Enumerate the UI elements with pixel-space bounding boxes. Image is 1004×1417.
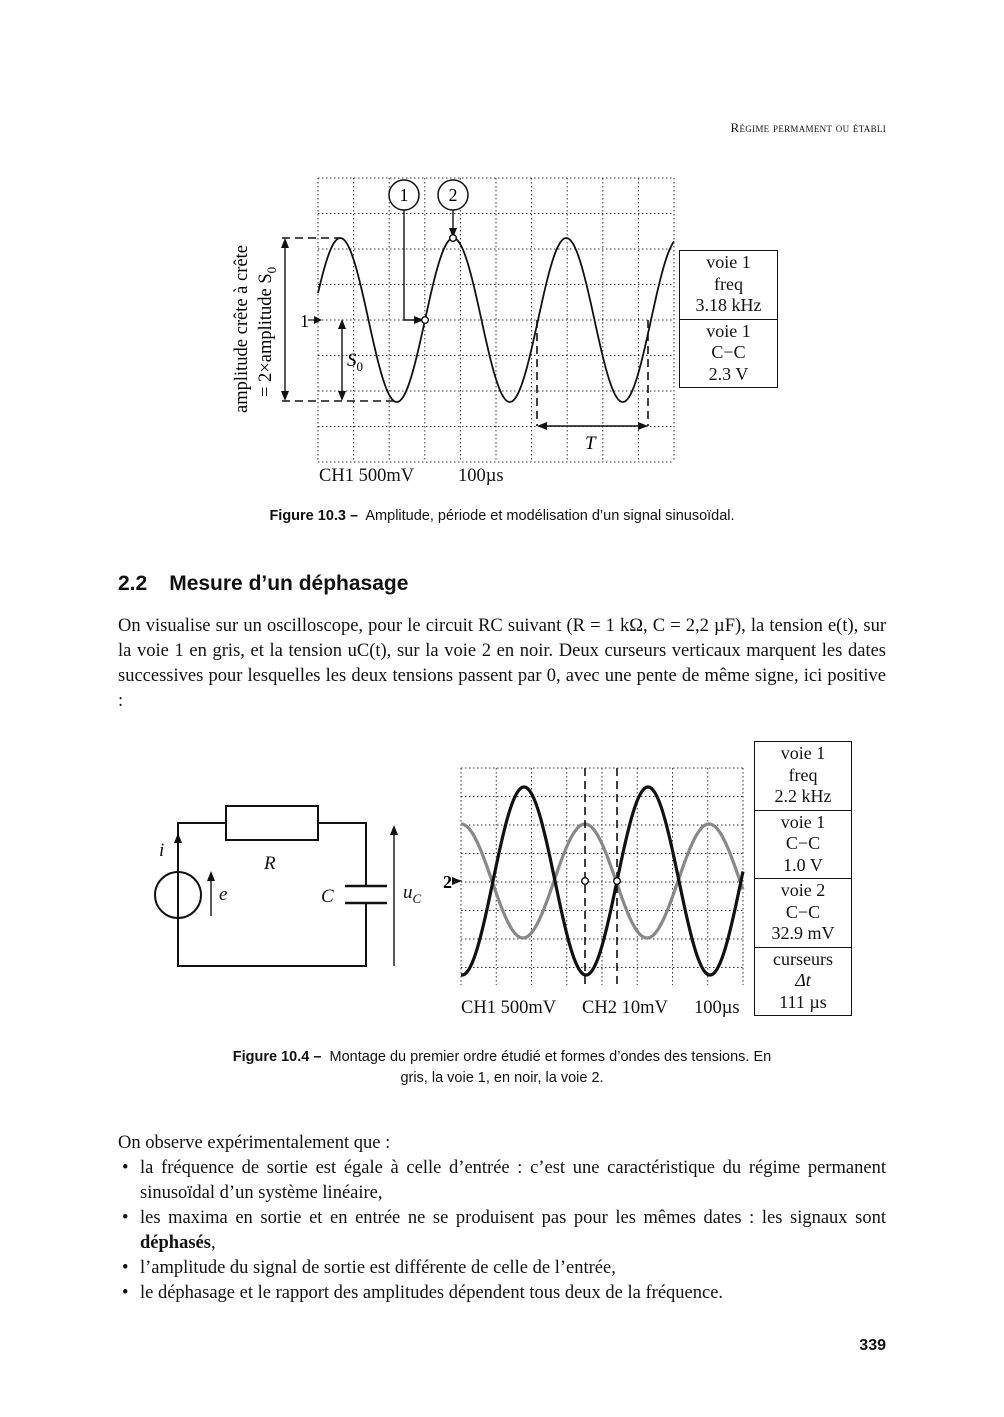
fig2-info-v2-cc: voie 2 C−C 32.9 mV: [755, 879, 851, 948]
svg-text:1: 1: [399, 185, 409, 205]
fig1-info-cc: voie 1 C−C 2.3 V: [706, 320, 751, 384]
oscilloscope-grid-2: [461, 768, 743, 985]
resistor: [226, 806, 318, 840]
fig1-scale-ch1: CH1 500mV: [319, 466, 415, 486]
fig2-scale-ch1: CH1 500mV: [461, 998, 557, 1018]
fig2-scale-time: 100µs: [694, 998, 740, 1018]
s0-label: $S_0$: [347, 350, 363, 374]
fig2-info-freq: voie 1 freq 2.2 kHz: [755, 742, 851, 811]
section-heading: 2.2 Mesure d’un déphasage: [118, 572, 409, 595]
fig2-scale-ch2: CH2 10mV: [582, 998, 668, 1018]
fig2-info-v1-cc: voie 1 C−C 1.0 V: [755, 811, 851, 880]
fig1-scale-time: 100µs: [458, 466, 504, 486]
period-label: T: [585, 433, 596, 454]
rc-circuit: [150, 795, 440, 975]
svg-text:uC: $u_C$: [403, 882, 422, 906]
svg-text:C: C: [321, 886, 334, 907]
svg-text:R: R: [264, 853, 276, 874]
channel-2-marker: 2: [443, 872, 452, 892]
observations-list: [118, 1156, 886, 1306]
page-number: 339: [859, 1337, 886, 1354]
fig2-info-cursors: curseurs Δt 111 µs: [773, 948, 833, 1012]
oscilloscope-grid-1: [318, 178, 674, 462]
fig1-info-box: [679, 250, 778, 388]
section-intro: On visualise sur un oscilloscope, pour le circuit RC suivant (R = 1 kΩ, C = 2,2 µF), la tension e(t), sur la voie 1 en gris, et la tension uC(t), sur la voie 2 en noir. Deux curseurs verticaux marquent les dates successives pour lesquelles les deux tensions passent par 0, avec une pente de même signe, ici positive :: [118, 616, 886, 711]
svg-text:i: i: [159, 840, 165, 861]
svg-text:= 2×amplitude S0: = 2×amplitude $S_0$: [256, 266, 279, 397]
fig2-info-box: [754, 741, 852, 1016]
oscilloscope-figure-2: [440, 760, 750, 985]
figure-10-4-caption: Figure 10.4 – Montage du premier ordre étudié et formes d’ondes des tensions. En gris, la voie 1, en noir, la voie 2.: [232, 1049, 772, 1086]
list-item: • le déphasage et le rapport des amplitudes dépendent tous deux de la fréquence.: [118, 1281, 886, 1306]
list-item: • l’amplitude du signal de sortie est différente de celle de l’entrée,: [118, 1256, 886, 1281]
observations-lead: On observe expérimentalement que :: [118, 1133, 391, 1153]
oscilloscope-figure-1: [220, 170, 680, 470]
channel-1-marker: 1: [300, 311, 309, 331]
figure-10-3-caption: Figure 10.3 – Amplitude, période et modélisation d’un signal sinusoïdal.: [269, 508, 735, 524]
svg-text:amplitude crête à crête: amplitude crête à crête: [232, 245, 252, 413]
running-head: Régime permament ou établi: [730, 120, 886, 135]
list-item: • la fréquence de sortie est égale à celle d’entrée : c’est une caractéristique du régime permanent sinusoïdal d’un système linéaire,: [118, 1156, 886, 1206]
svg-text:2: 2: [448, 185, 458, 205]
amplitude-vertical-label: [226, 225, 282, 420]
svg-text:e: e: [219, 884, 228, 905]
fig1-info-freq: voie 1 freq 3.18 kHz: [680, 251, 777, 320]
list-item: • les maxima en sortie et en entrée ne se produisent pas pour les mêmes dates : les signaux sont déphasés,: [118, 1206, 886, 1256]
